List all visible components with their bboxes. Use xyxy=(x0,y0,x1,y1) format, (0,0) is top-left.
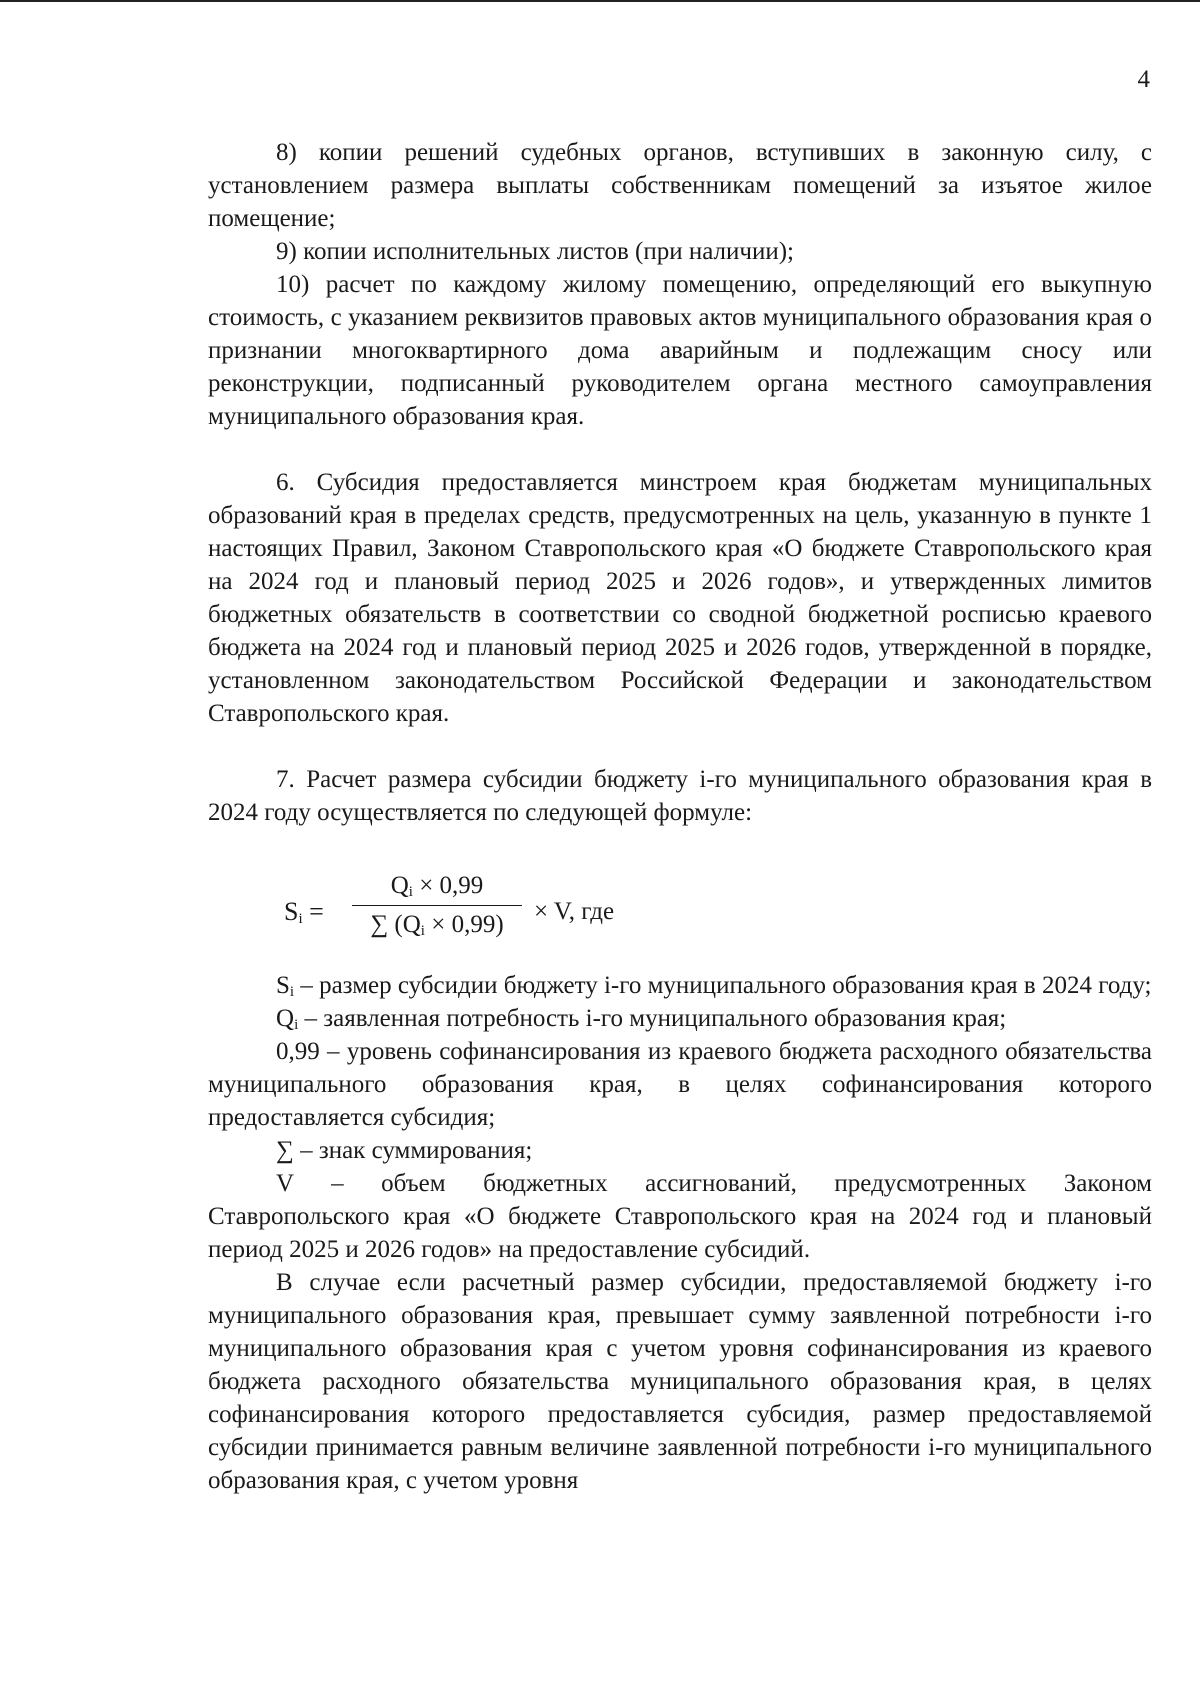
list-item-8: 8) копии решений судебных органов, вступивших в законную силу, с установлением размера выплаты собственникам помещений за изъятое жилое помещение; xyxy=(208,139,1152,232)
section-7-paragraph: 7. Расчет размера субсидии бюджету i-го муниципального образования края в 2024 году осуществляется по следующей формуле: xyxy=(208,766,1152,826)
paragraph-gap xyxy=(208,730,1152,763)
definition-coefficient: 0,99 – уровень софинансирования из краевого бюджета расходного обязательства муниципального образования края, в целях софинансирования которого предоставляется субсидия; xyxy=(208,1038,1152,1131)
page-number: 4 xyxy=(1137,66,1150,93)
formula-denominator: ∑ $(Q_i \times 0,99)$ xyxy=(370,911,504,939)
subsidy-formula xyxy=(208,829,1152,969)
paragraph-gap xyxy=(208,433,1152,466)
list-item-10: 10) расчет по каждому жилому помещению, определяющий его выкупную стоимость, с указанием реквизитов правовых актов муниципального образования края о признании многоквартирного дома аварийным и подлежащим сносу или реконструкции, подписанный руководителем органа местного самоуправления муниципального образования края. xyxy=(208,271,1152,430)
formula-rhs: × V, где xyxy=(534,898,615,925)
formula-fraction xyxy=(352,871,522,940)
definition-sum: ∑ – знак суммирования; xyxy=(276,1137,533,1164)
definition-si: $S_i$ – размер субсидии бюджету i-го муниципального образования края в 2024 году; xyxy=(276,972,1152,1000)
definition-v: V – объем бюджетных ассигнований, предусмотренных Законом Ставропольского края «О бюджете Ставропольского края на 2024 год и плановый период 2025 и 2026 годов» на предоставление субсидий. xyxy=(208,1170,1152,1263)
document-body xyxy=(208,136,1152,1497)
section-6-paragraph: 6. Субсидия предоставляется минстроем края бюджетам муниципальных образований края в пределах средств, предусмотренных на цель, указанную в пункте 1 настоящих Правил, Законом Ставропольского края «О бюджете Ставропольского края на 2024 год и плановый период 2025 и 2026 годов», и утвержденных лимитов бюджетных обязательств в соответствии со сводной бюджетной росписью краевого бюджета на 2024 год и плановый период 2025 и 2026 годов, утвержденной в порядке, установленном законодательством Российской Федерации и законодательством Ставропольского края. xyxy=(208,469,1152,727)
closing-paragraph: В случае если расчетный размер субсидии, предоставляемой бюджету i-го муниципального образования края, превышает сумму заявленной потребности i-го муниципального образования края с учетом уровня софинансирования из краевого бюджета расходного обязательства муниципального образования края, в целях софинансирования которого предоставляется субсидия, размер предоставляемой субсидии принимается равным величине заявленной потребности i-го муниципального образования края, с учетом уровня xyxy=(208,1269,1152,1494)
definition-qi: $Q_i$ – заявленная потребность i-го муниципального образования края; xyxy=(276,1005,1007,1033)
formula-numerator: $Q_i \times 0,99$ xyxy=(352,871,522,906)
top-border-line xyxy=(0,0,1200,2)
list-item-9: 9) копии исполнительных листов (при наличии); xyxy=(276,238,795,265)
formula-lhs: $S_i$ = xyxy=(284,897,324,927)
